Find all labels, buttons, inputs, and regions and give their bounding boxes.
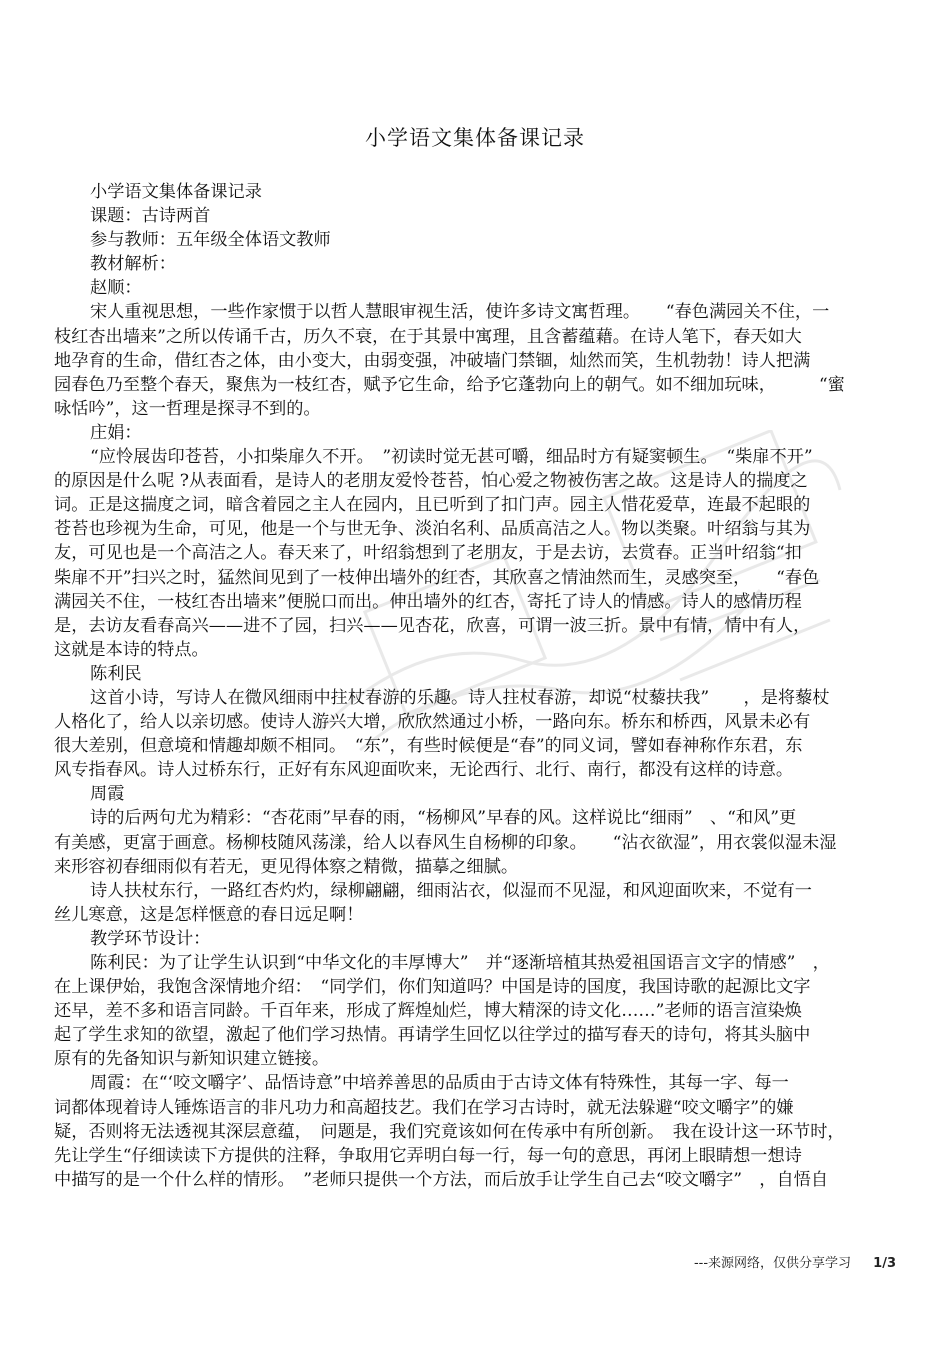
text-line: 词都体现着诗人锤炼语言的非凡功力和高超技艺。我们在学习古诗时，就无法躲避“咬文嚼字”的嫌 bbox=[54, 1097, 794, 1118]
text-line: 是，去访友看春高兴——进不了园，扫兴——见杏花，欣喜，可谓一波三折。景中有情，情中有人， bbox=[54, 615, 811, 636]
text-line: 来形容初春细雨似有若无，更见得体察之精微，描摹之细腻。 bbox=[54, 856, 519, 877]
text-line: 满园关不住，一枝红杏出墙来”便脱口而出。伸出墙外的红杏，寄托了诗人的情感。诗人的感情历程 bbox=[54, 591, 802, 612]
source-note: ---来源网络，仅供分享学习 bbox=[693, 1256, 852, 1271]
text-line: 宋人重视思想，一些作家惯于以哲人慧眼审视生活，使许多诗文寓哲理。 “春色满园关不住，一 bbox=[90, 302, 830, 323]
text-line: 这首小诗，写诗人在微风细雨中拄杖春游的乐趣。诗人拄杖春游，却说“杖藜扶我” ，是将藜杖 bbox=[90, 687, 830, 708]
text-line: 参与教师：五年级全体语文教师 bbox=[90, 230, 331, 251]
text-line: 先让学生“仔细读读下方提供的注释，争取用它弄明白每一行，每一句的意思，再闭上眼睛想一想诗 bbox=[54, 1145, 802, 1166]
text-line: 周霞 bbox=[90, 784, 125, 805]
document-title: 小学语文集体备课记录 bbox=[365, 126, 585, 150]
text-line: 词。正是这揣度之词，暗含着园之主人在园内，且已听到了扣门声。园主人惜花爱草，连最不起眼的 bbox=[54, 495, 811, 516]
page-number: 1/3 bbox=[873, 1256, 896, 1271]
text-line: 教材解析： bbox=[90, 254, 176, 275]
page-footer bbox=[694, 1252, 896, 1271]
text-line: 有美感，更富于画意。杨柳枝随风荡漾，给人以春风生自杨柳的印象。 “沾衣欲湿”，用衣裳似湿未湿 bbox=[54, 832, 837, 853]
text-line: 陈利民 bbox=[90, 663, 142, 684]
text-line: 柴扉不开”扫兴之时，猛然间见到了一枝伸出墙外的红杏，其欣喜之情油然而生，灵感突至， “春色 bbox=[54, 567, 820, 588]
text-line: 苍苔也珍视为生命，可见，他是一个与世无争、淡泊名利、品质高洁之人。物以类聚。叶绍翁与其为 bbox=[54, 519, 811, 540]
text-line: 这就是本诗的特点。 bbox=[54, 639, 209, 660]
text-line: 中描写的是一个什么样的情形。 ”老师只提供一个方法，而后放手让学生自己去“咬文嚼字” ，自悟自 bbox=[54, 1169, 829, 1190]
text-line: 园春色乃至整个春天，聚焦为一枝红杏，赋予它生命，给予它蓬勃向上的朝气。如不细加玩味， “蜜 bbox=[54, 374, 845, 395]
text-line: 小学语文集体备课记录 bbox=[90, 182, 262, 202]
text-line: 的原因是什么呢 ?从表面看，是诗人的老朋友爱怜苍苔，怕心爱之物被伤害之故。这是诗人的揣度之 bbox=[54, 471, 808, 492]
text-line: 风专指春风。诗人过桥东行，正好有东风迎面吹来，无论西行、北行、南行，都没有这样的诗意。 bbox=[54, 760, 794, 781]
text-line: 起了学生求知的欲望，激起了他们学习热情。再请学生回忆以往学过的描写春天的诗句，将其头脑中 bbox=[54, 1025, 811, 1046]
text-line: 周霞：在“‘咬文嚼字’、品悟诗意”中培养善思的品质由于古诗文体有特殊性，其每一字、每一 bbox=[90, 1073, 789, 1094]
text-line: 很大差别，但意境和情趣却颇不相同。 “东”，有些时候便是“春”的同义词，譬如春神称作东君，东 bbox=[54, 736, 803, 757]
text-line: 友，可见也是一个高洁之人。春天来了，叶绍翁想到了老朋友，于是去访，去赏春。正当叶绍翁“扣 bbox=[54, 543, 802, 564]
text-line: 诗人扶杖东行，一路红杏灼灼，绿柳翩翩，细雨沾衣，似湿而不见湿，和风迎面吹来，不觉有一 bbox=[90, 880, 812, 901]
text-line: 庄娟： bbox=[90, 422, 142, 443]
text-line: 诗的后两句尤为精彩：“杏花雨”早春的雨，“杨柳风”早春的风。这样说比“细雨” 、“和风”更 bbox=[90, 808, 797, 829]
text-line: 赵顺： bbox=[90, 278, 142, 299]
text-line: 地孕育的生命，借红杏之体，由小变大，由弱变强，冲破墙门禁锢，灿然而笑，生机勃勃！诗人把满 bbox=[54, 350, 811, 371]
text-line: 枝红杏出墙来”之所以传诵千古，历久不衰，在于其景中寓理，且含蓄蕴藉。在诗人笔下，春天如大 bbox=[54, 326, 802, 347]
text-line: “应怜展齿印苍苔，小扣柴扉久不开。 ”初读时觉无甚可嚼，细品时方有疑窦顿生。 “柴扉不开” bbox=[90, 447, 813, 468]
text-line: 教学环节设计： bbox=[90, 928, 211, 949]
text-line: 丝儿寒意，这是怎样惬意的春日远足啊！ bbox=[54, 904, 364, 925]
text-line: 疑，否则将无法透视其深层意蕴， 问题是，我们究竟该如何在传承中有所创新。 我在设计这一环节时， bbox=[54, 1121, 845, 1142]
text-line: 人格化了，给人以亲切感。使诗人游兴大增，欣欣然通过小桥，一路向东。桥东和桥西，风景未必有 bbox=[54, 712, 811, 733]
text-line: 原有的先备知识与新知识建立链接。 bbox=[54, 1049, 330, 1070]
text-line: 在上课伊始，我饱含深情地介绍： “同学们，你们知道吗？中国是诗的国度，我国诗歌的起源比文字 bbox=[54, 977, 811, 998]
text-line: 陈利民：为了让学生认识到“中华文化的丰厚博大” 并“逐渐培植其热爱祖国语言文字的情感” ， bbox=[90, 953, 830, 973]
document-body bbox=[54, 180, 894, 1192]
text-line: 课题：古诗两首 bbox=[90, 206, 211, 227]
text-line: 还早，差不多和语言同龄。千百年来，形成了辉煌灿烂，博大精深的诗文化……”老师的语言渲染焕 bbox=[54, 1001, 802, 1022]
text-line: 咏恬吟”，这一哲理是探寻不到的。 bbox=[54, 398, 321, 419]
